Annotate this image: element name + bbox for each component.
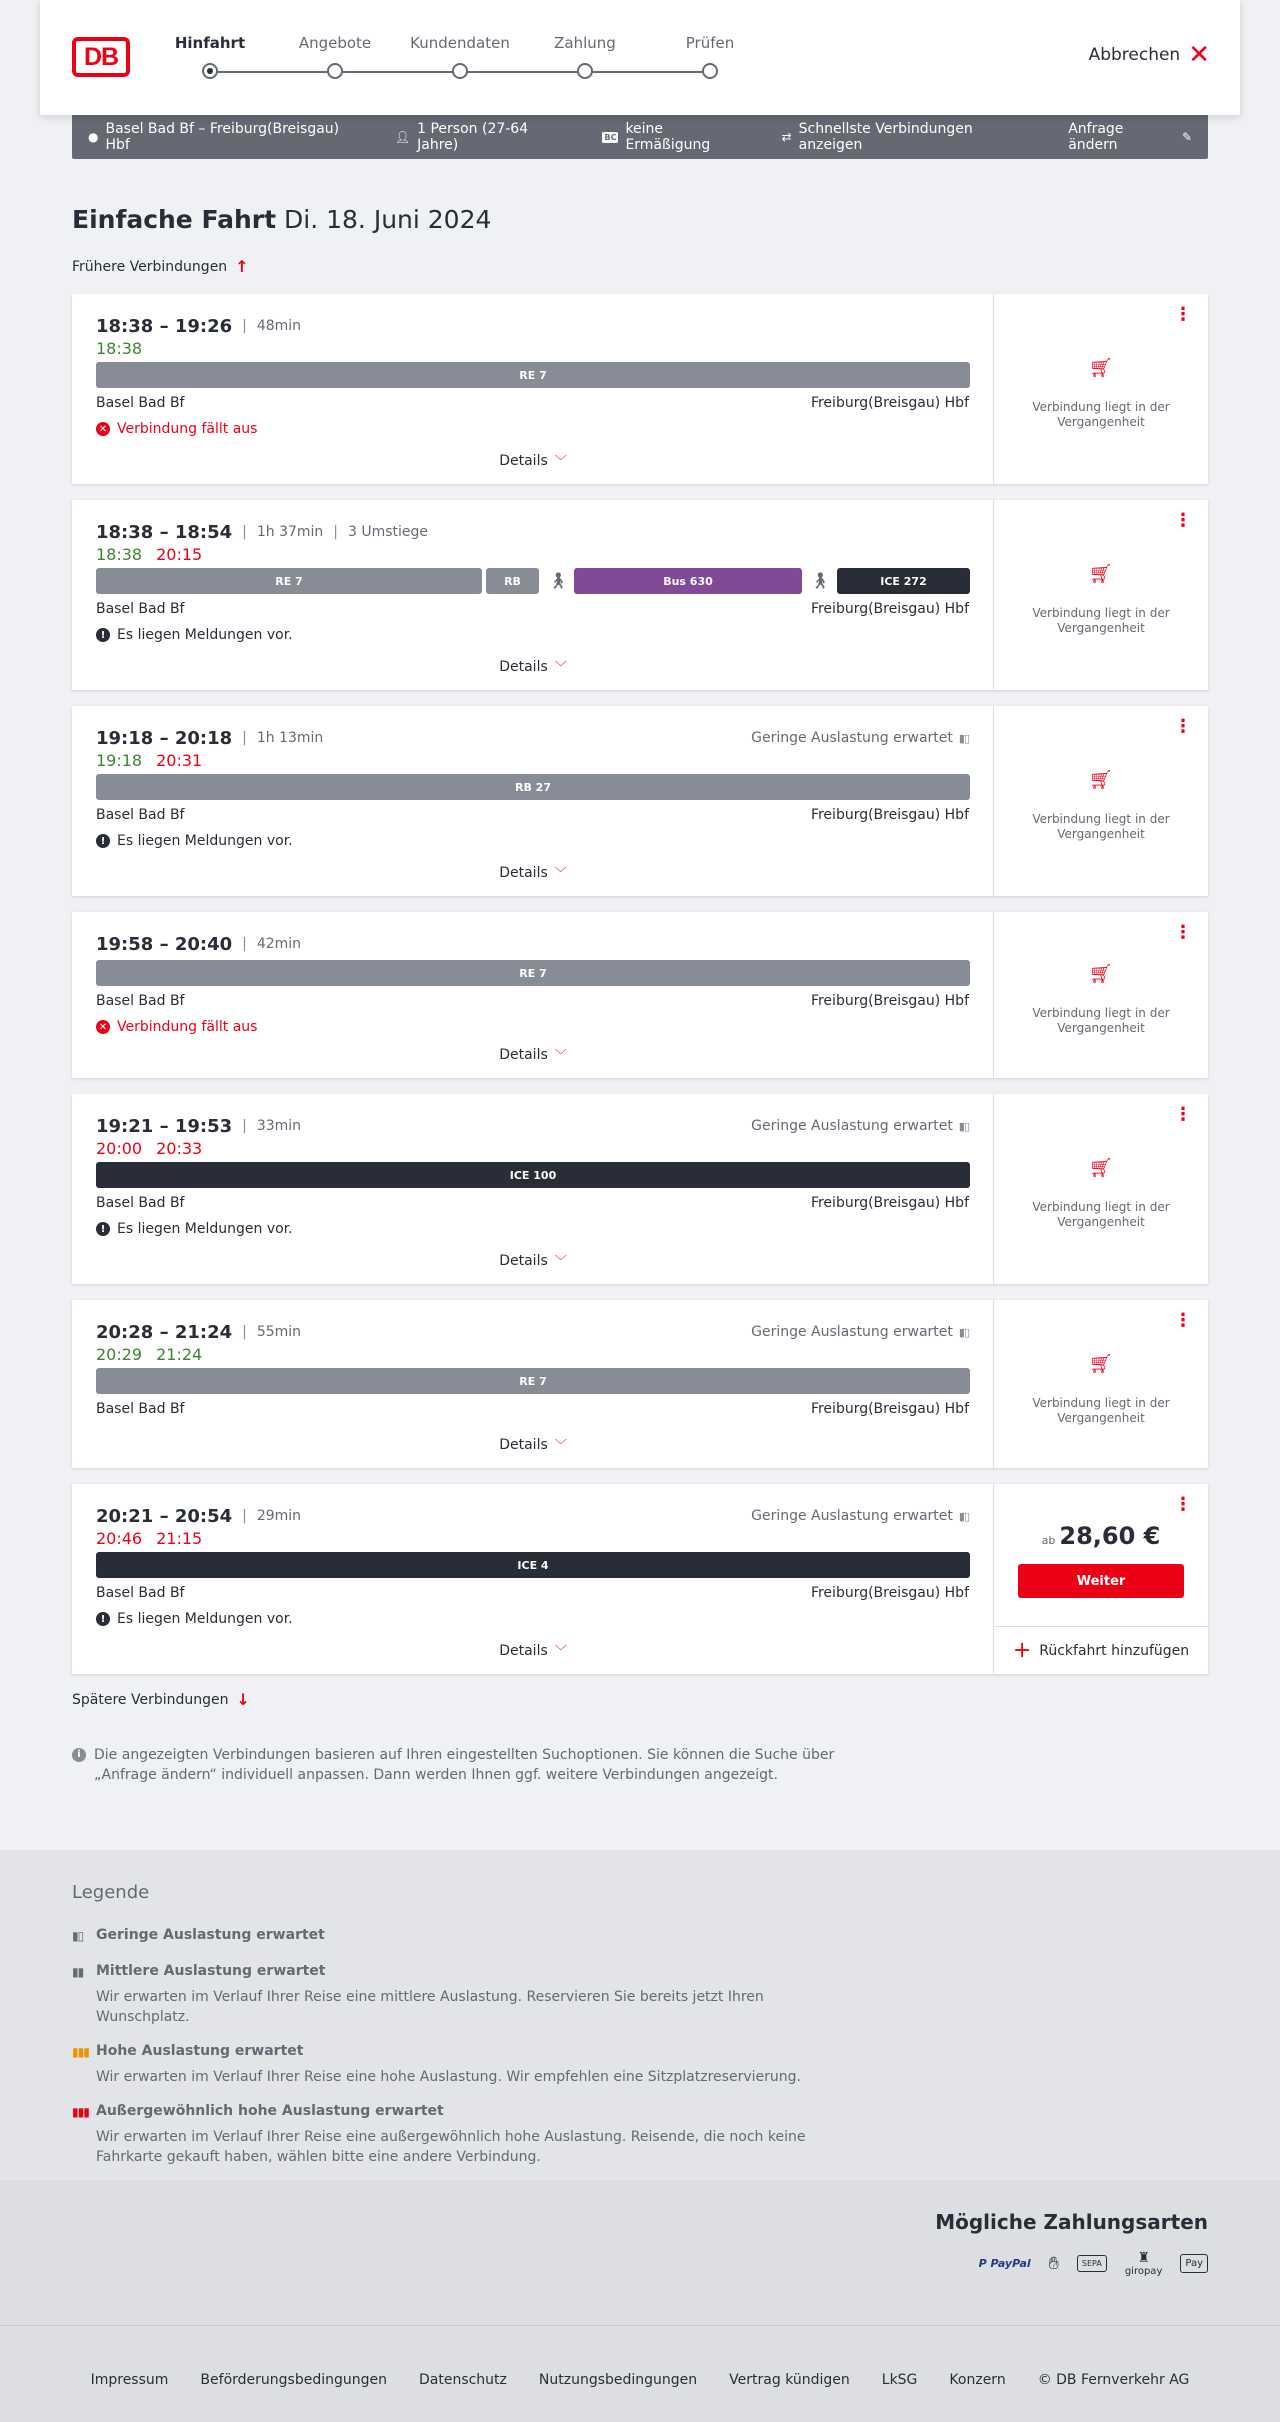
occupancy-low-icon: ▮▯ [958,1119,969,1133]
legend-item-high: ▮▮▮ Hohe Auslastung erwartet Wir erwarten im Verlauf Ihrer Reise eine hohe Auslastung. Wir empfehlen eine Sitzplatzreservierung. [72,2043,801,2085]
realtime-arrival: 20:33 [156,1139,203,1158]
swap-arrows-icon: ⇄ [781,130,792,144]
close-icon: ✕ [1188,40,1210,70]
error-icon: ✕ [96,1020,110,1034]
footer-link-befoerderungsbedingungen[interactable]: Beförderungsbedingungen [200,2372,387,2388]
offer-panel [994,1094,1208,1284]
later-connections-link[interactable]: Spätere Verbindungen ↓ [72,1690,250,1709]
payment-methods-section [0,2180,1280,2325]
summary-discount[interactable]: BC keine Ermäßigung [604,121,711,153]
legend-section [0,1850,1280,2180]
destination-station: Freiburg(Breisgau) Hbf [810,1401,969,1417]
segment-re7[interactable]: RE 7 [96,362,970,388]
stations [96,807,969,825]
details-toggle[interactable]: Details ﹀ [499,1252,567,1269]
past-connection-note: Verbindung liegt in der Vergangenheit [1032,400,1170,429]
cancel-button[interactable]: Abbrechen ✕ [1088,40,1210,70]
origin-station: Basel Bad Bf [96,1195,185,1211]
separator: | [242,936,247,952]
footer-link-vertrag-kuendigen[interactable]: Vertrag kündigen [729,2372,850,2388]
db-logo[interactable]: DB [72,37,130,77]
stations [96,601,969,619]
realtime-times [96,1139,969,1159]
details-toggle[interactable]: Details ﹀ [499,658,567,675]
separator: | [242,318,247,334]
past-connection-note: Verbindung liegt in der Vergangenheit [1032,812,1170,841]
connection-times: 20:28 – 21:24 | 55min [96,1321,302,1343]
destination-station: Freiburg(Breisgau) Hbf [810,807,969,823]
realtime-arrival: 20:15 [156,545,203,564]
more-options-icon[interactable]: ⋮ [1174,1494,1192,1515]
summary-route[interactable]: ● Basel Bad Bf – Freiburg(Breisgau) Hbf [88,121,340,153]
separator: | [333,524,339,540]
alert-icon: ! [96,628,110,642]
legend-item-low: ▮▯ Geringe Auslastung erwartet [72,1927,325,1943]
giropay-icon: ♜ giropay [1124,2250,1163,2277]
offer-panel [994,706,1208,896]
error-icon: ✕ [96,422,110,436]
destination-station: Freiburg(Breisgau) Hbf [810,1195,969,1211]
duration: 42min [256,936,302,952]
stations [96,1401,969,1419]
realtime-departure: 20:46 [96,1529,143,1548]
offer-panel [994,1484,1208,1674]
train-bar [96,960,969,986]
train-bar [96,774,969,800]
offer-panel [994,500,1208,690]
occupancy-low-icon: ▮▯ [958,1325,969,1339]
giropay-symbol: ♜ [1137,2250,1150,2266]
more-options-icon[interactable]: ⋮ [1174,1310,1192,1331]
earlier-connections-link[interactable]: Frühere Verbindungen ↑ [72,257,249,276]
separator: | [242,1324,247,1340]
separator: | [242,524,247,540]
occupancy-medium-icon: ▮▮ [72,1965,84,1979]
footer-links [0,2372,1280,2388]
train-bar [96,1162,969,1188]
credit-card-icon: ✋︎ [1048,2253,1059,2274]
origin-station: Basel Bad Bf [96,1585,185,1601]
step-dot [327,63,343,79]
stations [96,1195,969,1213]
footer-link-lksg[interactable]: LkSG [881,2372,918,2388]
details-toggle[interactable]: Details ﹀ [499,864,567,881]
origin-station: Basel Bad Bf [96,807,185,823]
train-bar [96,362,969,388]
realtime-departure: 18:38 [96,339,143,358]
cancellation-message: ✕ Verbindung fällt aus [96,420,969,438]
stations [96,993,969,1011]
duration: 33min [256,1118,302,1134]
segment-ice4[interactable]: ICE 4 [96,1552,970,1578]
alert-icon: ! [96,1612,110,1626]
connection-times: 18:38 – 18:54 | 1h 37min | 3 Umstiege [96,521,429,543]
train-bar [96,1552,969,1578]
destination-station: Freiburg(Breisgau) Hbf [810,601,969,617]
segment-re7[interactable]: RE 7 [96,1368,970,1394]
footer-link-impressum[interactable]: Impressum [90,2372,169,2388]
step-dot [577,63,593,79]
step-dot [452,63,468,79]
person-icon: 👤︎ [394,130,411,144]
step-dot [702,63,718,79]
location-pin-icon: ● [88,130,99,144]
alert-icon: ! [96,1222,110,1236]
connection-card[interactable] [72,1484,1208,1674]
info-message: ! Es liegen Meldungen vor. [96,832,969,850]
duration: 55min [256,1324,302,1340]
segment-ice100[interactable]: ICE 100 [96,1162,970,1188]
realtime-times [96,751,969,771]
connection-card[interactable] [72,1094,1208,1284]
summary-persons[interactable]: 👤︎ 1 Person (27-64 Jahre) [394,121,529,153]
destination-station: Freiburg(Breisgau) Hbf [810,993,969,1009]
realtime-departure: 20:29 [96,1345,143,1364]
more-options-icon[interactable]: ⋮ [1174,1104,1192,1125]
legend-item-exceptional: ▮▮▮ Außergewöhnlich hohe Auslastung erwartet Wir erwarten im Verlauf Ihrer Reise eine außergewöhnlich hohe Auslastung. Reisende, die noch keine Fahrkarte gekauft haben, wählen bitte eine andere Verbindung. [72,2103,806,2165]
segment-rb[interactable]: RB [486,568,539,594]
connection-times: 19:58 – 20:40 | 42min [96,933,302,955]
plus-icon: + [1012,1637,1032,1663]
occupancy-high-icon: ▮▮▮ [72,2045,89,2059]
details-toggle[interactable]: Details ﹀ [499,1642,567,1659]
footer-link-datenschutz[interactable]: Datenschutz [418,2372,507,2388]
connection-card[interactable] [72,500,1208,690]
chevron-down-icon: ﹀ [554,660,567,674]
alert-icon: ! [96,834,110,848]
connection-times: 19:21 – 19:53 | 33min [96,1115,302,1137]
footer-link-konzern[interactable]: Konzern [949,2372,1006,2388]
origin-station: Basel Bad Bf [96,993,185,1009]
train-bar [96,568,969,594]
sepa-icon: SEPA [1077,2255,1107,2272]
connection-times: 20:21 – 20:54 | 29min [96,1505,302,1527]
separator: | [242,730,247,746]
main-content [72,205,1208,1783]
continue-button[interactable]: Weiter [1018,1564,1184,1598]
price: ab 28,60 € [1041,1522,1161,1550]
connection-card[interactable] [72,912,1208,1078]
search-notice: i Die angezeigten Verbindungen basieren auf Ihren eingestellten Suchoptionen. Sie können die Suche über „Anfrage ändern“ individuell anpassen. Dann werden Ihnen ggf. weitere Verbindungen angezeigt. [72,1745,852,1785]
more-options-icon[interactable]: ⋮ [1174,304,1192,325]
page-title: Einfache Fahrt Di. 18. Juni 2024 [72,205,492,234]
separator: | [242,1118,247,1134]
realtime-times [96,339,969,359]
footer-copyright: © DB Fernverkehr AG [1037,2372,1190,2388]
past-connection-note: Verbindung liegt in der Vergangenheit [1032,1396,1170,1425]
realtime-departure: 18:38 [96,545,143,564]
cart-disabled-icon: 🛒︎ [1088,769,1114,791]
connection-card[interactable] [72,294,1208,484]
legend-title: Legende [72,1882,150,1903]
search-summary-bar [72,115,1208,159]
chevron-down-icon: ﹀ [554,866,567,880]
chevron-down-icon: ﹀ [554,1048,567,1062]
destination-station: Freiburg(Breisgau) Hbf [810,1585,969,1601]
load-indicator: Geringe Auslastung erwartet ▮▯ [751,1118,969,1134]
duration: 29min [256,1508,302,1524]
legend-item-medium: ▮▮ Mittlere Auslastung erwartet Wir erwarten im Verlauf Ihrer Reise eine mittlere Auslastung. Reservieren Sie bereits jetzt Ihren Wunschplatz. [72,1963,764,2025]
walk-icon: 🚶︎ [548,571,569,590]
stations [96,1585,969,1603]
walk-icon: 🚶︎ [810,571,831,590]
past-connection-note: Verbindung liegt in der Vergangenheit [1032,606,1170,635]
paypal-icon: P PayPal [978,2257,1031,2270]
bahncard-icon: BC [604,132,617,142]
chevron-down-icon: ﹀ [554,1644,567,1658]
load-indicator: Geringe Auslastung erwartet ▮▯ [751,1508,969,1524]
more-options-icon[interactable]: ⋮ [1174,716,1192,737]
train-bar [96,1368,969,1394]
origin-station: Basel Bad Bf [96,601,185,617]
details-toggle[interactable]: Details ﹀ [499,452,567,469]
offer-panel [994,294,1208,484]
step-hinfahrt[interactable]: Hinfahrt [145,34,275,56]
segment-rb27[interactable]: RB 27 [96,774,970,800]
realtime-times [96,1529,969,1549]
info-message: ! Es liegen Meldungen vor. [96,1610,969,1628]
realtime-arrival: 21:15 [156,1529,203,1548]
duration: 1h 37min [256,524,324,540]
info-message: ! Es liegen Meldungen vor. [96,1220,969,1238]
chevron-down-icon: ﹀ [554,1254,567,1268]
cart-disabled-icon: 🛒︎ [1088,963,1114,985]
apple-pay-icon: Pay [1180,2254,1208,2273]
offer-panel [994,1300,1208,1468]
connection-times: 19:18 – 20:18 | 1h 13min [96,727,324,749]
info-message: ! Es liegen Meldungen vor. [96,626,969,644]
cart-disabled-icon: 🛒︎ [1088,563,1114,585]
realtime-times [96,1345,969,1365]
destination-station: Freiburg(Breisgau) Hbf [810,395,969,411]
origin-station: Basel Bad Bf [96,395,185,411]
cart-disabled-icon: 🛒︎ [1088,1353,1114,1375]
more-options-icon[interactable]: ⋮ [1174,922,1192,943]
realtime-departure: 19:18 [96,751,143,770]
more-options-icon[interactable]: ⋮ [1174,510,1192,531]
segment-re7[interactable]: RE 7 [96,568,482,594]
load-indicator: Geringe Auslastung erwartet ▮▯ [751,730,969,746]
occupancy-low-icon: ▮▯ [72,1929,84,1943]
offer-panel [994,912,1208,1078]
booking-header [40,0,1240,115]
arrow-down-icon: ↓ [236,1690,250,1709]
pencil-icon: ✎ [1181,130,1192,144]
realtime-arrival: 21:24 [156,1345,203,1364]
occupancy-low-icon: ▮▯ [958,1509,969,1523]
load-indicator: Geringe Auslastung erwartet ▮▯ [751,1324,969,1340]
connection-card[interactable] [72,1300,1208,1468]
cancellation-message: ✕ Verbindung fällt aus [96,1018,969,1036]
cart-disabled-icon: 🛒︎ [1088,1157,1114,1179]
duration: 48min [256,318,302,334]
realtime-departure: 20:00 [96,1139,143,1158]
changes-count: 3 Umstiege [348,524,429,540]
change-request-button[interactable]: Anfrage ändern ✎ [1068,121,1192,153]
step-dot [202,63,218,79]
step-angebote[interactable]: Angebote [270,34,400,56]
occupancy-exceptional-icon: ▮▮▮ [72,2105,89,2119]
segment-re7[interactable]: RE 7 [96,960,970,986]
connection-times: 18:38 – 19:26 | 48min [96,315,302,337]
details-toggle[interactable]: Details ﹀ [499,1436,567,1453]
chevron-down-icon: ﹀ [554,1438,567,1452]
realtime-times [96,545,969,565]
footer [0,2325,1280,2422]
step-pruefen[interactable]: Prüfen [645,34,775,56]
segment-ice272[interactable]: ICE 272 [837,568,970,594]
arrow-up-icon: ↑ [235,257,249,276]
past-connection-note: Verbindung liegt in der Vergangenheit [1032,1200,1170,1229]
stations [96,395,969,413]
origin-station: Basel Bad Bf [96,1401,185,1417]
chevron-down-icon: ﹀ [554,454,567,468]
separator: | [242,1508,247,1524]
step-zahlung[interactable]: Zahlung [520,34,650,56]
summary-fastest[interactable]: ⇄ Schnellste Verbindungen anzeigen [781,121,973,153]
payment-icons [979,2250,1208,2277]
footer-link-nutzungsbedingungen[interactable]: Nutzungsbedingungen [538,2372,698,2388]
past-connection-note: Verbindung liegt in der Vergangenheit [1032,1006,1170,1035]
details-toggle[interactable]: Details ﹀ [499,1046,567,1063]
add-return-button[interactable]: + Rückfahrt hinzufügen [994,1626,1208,1674]
step-kundendaten[interactable]: Kundendaten [395,34,525,56]
cart-disabled-icon: 🛒︎ [1088,357,1114,379]
occupancy-low-icon: ▮▯ [958,731,969,745]
payment-title: Mögliche Zahlungsarten [935,2210,1208,2234]
segment-bus630[interactable]: Bus 630 [574,568,802,594]
realtime-arrival: 20:31 [156,751,203,770]
legend-content [72,1882,852,2183]
duration: 1h 13min [256,730,324,746]
info-icon: i [72,1748,86,1762]
connection-card[interactable] [72,706,1208,896]
